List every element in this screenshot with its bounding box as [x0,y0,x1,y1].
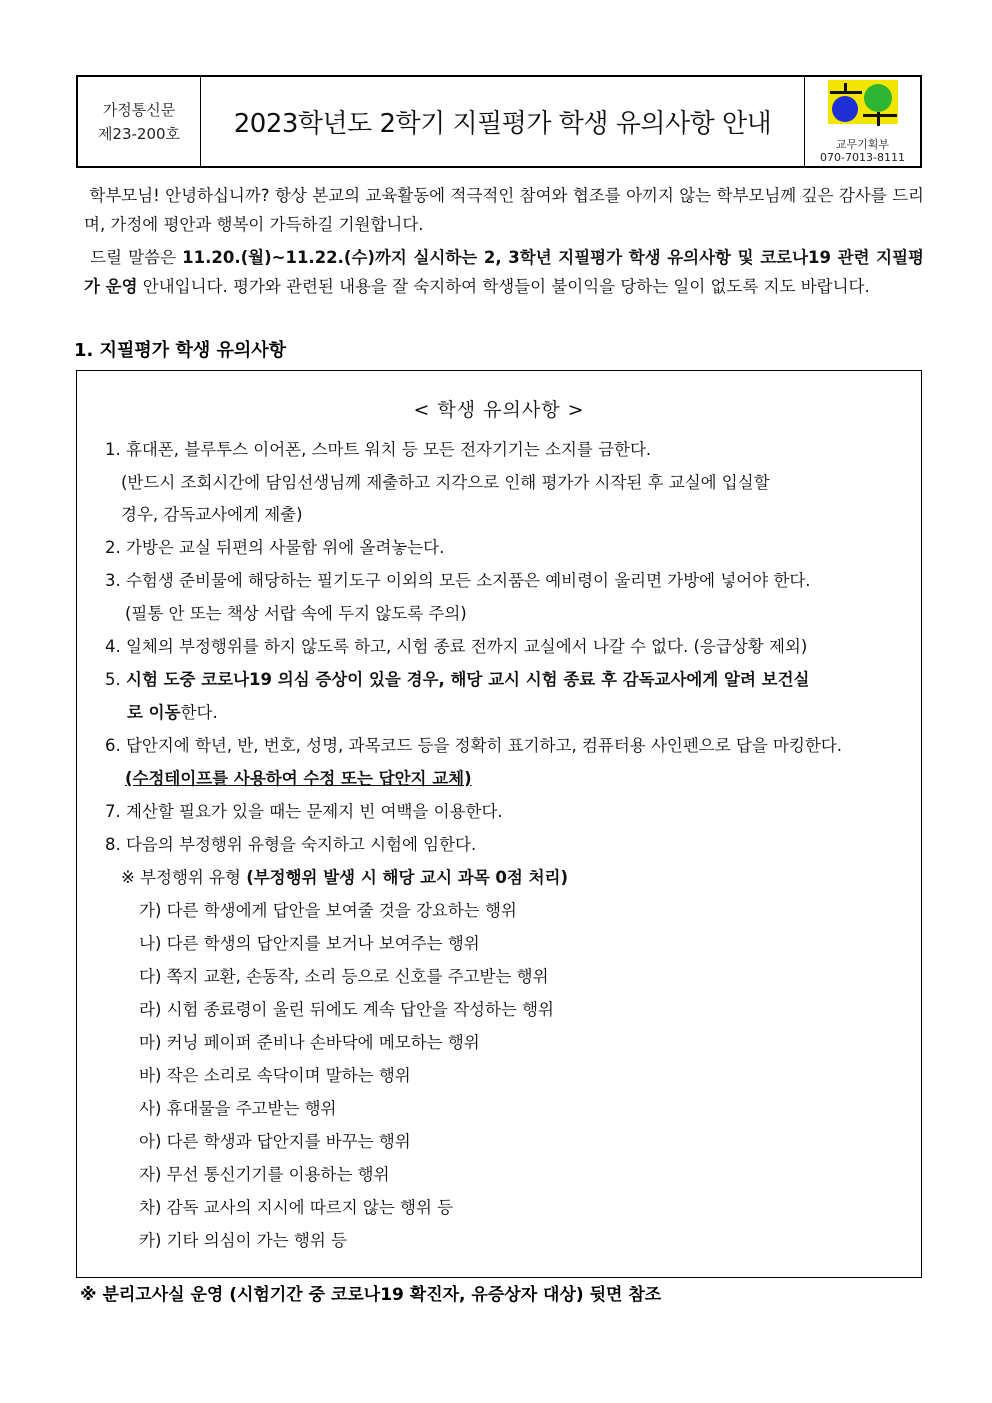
rule-item-6-note-text: (수정테이프를 사용하여 수정 또는 답안지 교체) [125,769,472,788]
misconduct-type: 다) 쪽지 교환, 손동작, 소리 등으로 신호를 주고받는 행위 [139,967,549,986]
section-1-title: 1. 지필평가 학생 유의사항 [74,340,287,361]
rule-item-7: 7. 계산할 필요가 있을 때는 문제지 빈 여백을 이용한다. [105,802,503,821]
rule-item-1: 1. 휴대폰, 블루투스 이어폰, 스마트 워치 등 모든 전자기기는 소지를 금한다. [105,440,652,459]
misconduct-type: 아) 다른 학생과 답안지를 바꾸는 행위 [139,1132,411,1151]
misconduct-type: 자) 무선 통신기기를 이용하는 행위 [139,1165,390,1184]
rule-item-3-note: (필통 안 또는 책상 서랍 속에 두지 않도록 주의) [125,604,467,623]
rule-item-5 [105,669,809,691]
intro-p2-pre: 드릴 말씀은 [90,248,183,267]
misconduct-type: 가) 다른 학생에게 답안을 보여줄 것을 강요하는 행위 [139,901,517,920]
rule-item-1-note-cont: 경우, 감독교사에게 제출) [121,505,303,524]
misconduct-type: 나) 다른 학생의 답안지를 보거나 보여주는 행위 [139,934,480,953]
rule-item-2: 2. 가방은 교실 뒤편의 사물함 위에 올려놓는다. [105,538,445,557]
rule-item-1-note: (반드시 조회시간에 담임선생님께 제출하고 지각으로 인해 평가가 시작된 후 교실에 입실할 [121,473,770,492]
misconduct-type: 바) 작은 소리로 속닥이며 말하는 행위 [139,1066,411,1085]
intro-paragraph-1 [84,181,924,239]
misconduct-types-label [121,867,568,889]
rule-item-4: 4. 일체의 부정행위를 하지 않도록 하고, 시험 종료 전까지 교실에서 나갈 수 없다. (응급상황 제외) [105,637,808,656]
rule-item-8: 8. 다음의 부정행위 유형을 숙지하고 시험에 임한다. [105,835,477,854]
footnote: ※ 분리고사실 운영 (시험기간 중 코로나19 확진자, 유증상자 대상) 뒷면 참조 [80,1285,662,1305]
doc-number-cell [78,77,201,166]
rule-item-5-tail: 한다. [180,703,218,722]
misconduct-type: 카) 기타 의심이 가는 행위 등 [139,1231,347,1250]
intro-p1-text: 학부모님! 안녕하십니까? 항상 본교의 교육활동에 적극적인 참여와 협조를 아끼지 않는 학부모님께 깊은 감사를 드리며, 가정에 평안과 행복이 가득하길 기원합니다. [84,186,924,234]
dept-name: 교무기획부 [835,138,890,151]
intro-paragraph-2 [84,243,924,301]
doc-type-label: 가정통신문 [102,100,176,119]
document-header [76,75,922,168]
misconduct-type: 라) 시험 종료령이 울린 뒤에도 계속 답안을 작성하는 행위 [139,1000,554,1019]
intro-text [84,181,924,305]
misconduct-type: 마) 커닝 페이퍼 준비나 손바닥에 메모하는 행위 [139,1033,480,1052]
dept-phone: 070-7013-8111 [820,151,905,164]
rule-item-6-note [125,768,472,790]
dept-cell [804,77,920,166]
school-logo-icon [826,78,900,138]
rule-item-5-bold-cont: 로 이동 [127,703,181,722]
misconduct-types-prefix: ※ 부정행위 유형 [121,868,247,887]
rule-item-6: 6. 답안지에 학년, 반, 번호, 성명, 과목코드 등을 정확히 표기하고, 컴퓨터용 사인펜으로 답을 마킹한다. [105,736,843,755]
misconduct-type: 차) 감독 교사의 지시에 따르지 않는 행위 등 [139,1198,454,1217]
rule-item-5-num: 5. [105,670,126,689]
notice-box-title: < 학생 유의사항 > [413,399,585,421]
rule-item-5-cont [127,702,218,724]
intro-p2-post: 안내입니다. 평가와 관련된 내용을 잘 숙지하여 학생들이 불이익을 당하는 일이 없도록 지도 바랍니다. [137,277,870,296]
misconduct-type: 사) 휴대물을 주고받는 행위 [139,1099,337,1118]
misconduct-penalty: (부정행위 발생 시 해당 교시 과목 0점 처리) [246,868,569,887]
notice-box [76,370,922,1278]
page-title: 2023학년도 2학기 지필평가 학생 유의사항 안내 [233,109,772,139]
exam-period-highlight: 11.20.(월)~11.22.(수)까지 실시하는 2, 3학년 지필평가 학생 유의사항 및 코로나19 관련 지필평가 운영 [84,248,924,296]
rule-item-5-bold: 시험 도중 코로나19 의심 증상이 있을 경우, 해당 교시 시험 종료 후 감독교사에게 알려 보건실 [126,670,810,689]
doc-number-label: 제23-200호 [97,124,181,143]
rule-item-3: 3. 수험생 준비물에 해당하는 필기도구 이외의 모든 소지품은 예비령이 울리면 가방에 넣어야 한다. [105,571,811,590]
